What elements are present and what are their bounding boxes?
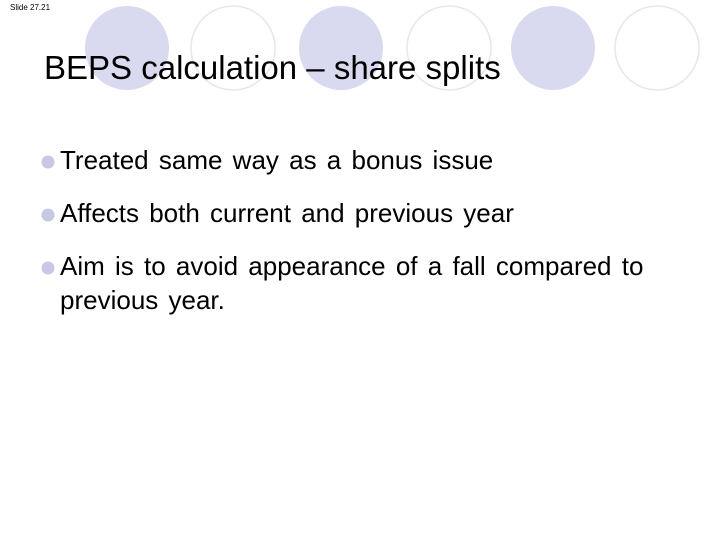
slide-number: Slide 27.21 [10, 3, 51, 12]
decor-circle-5 [511, 6, 595, 90]
slide-title: BEPS calculation – share splits [44, 49, 501, 86]
bullet-text-1: Treated same way as a bonus issue [60, 145, 494, 175]
bullet-text-3: Aim is to avoid appearance of a fall compared to previous year. [60, 251, 644, 315]
filled-circle-bullet-icon [41, 208, 55, 222]
bullet-item-1 [38, 143, 698, 177]
bullet-list [38, 143, 698, 336]
bullet-item-3 [38, 249, 698, 317]
decor-circle-6 [615, 6, 699, 90]
filled-circle-bullet-icon [41, 261, 55, 275]
filled-circle-bullet-icon [41, 155, 55, 169]
bullet-text-2: Affects both current and previous year [60, 198, 514, 228]
bullet-item-2 [38, 196, 698, 230]
